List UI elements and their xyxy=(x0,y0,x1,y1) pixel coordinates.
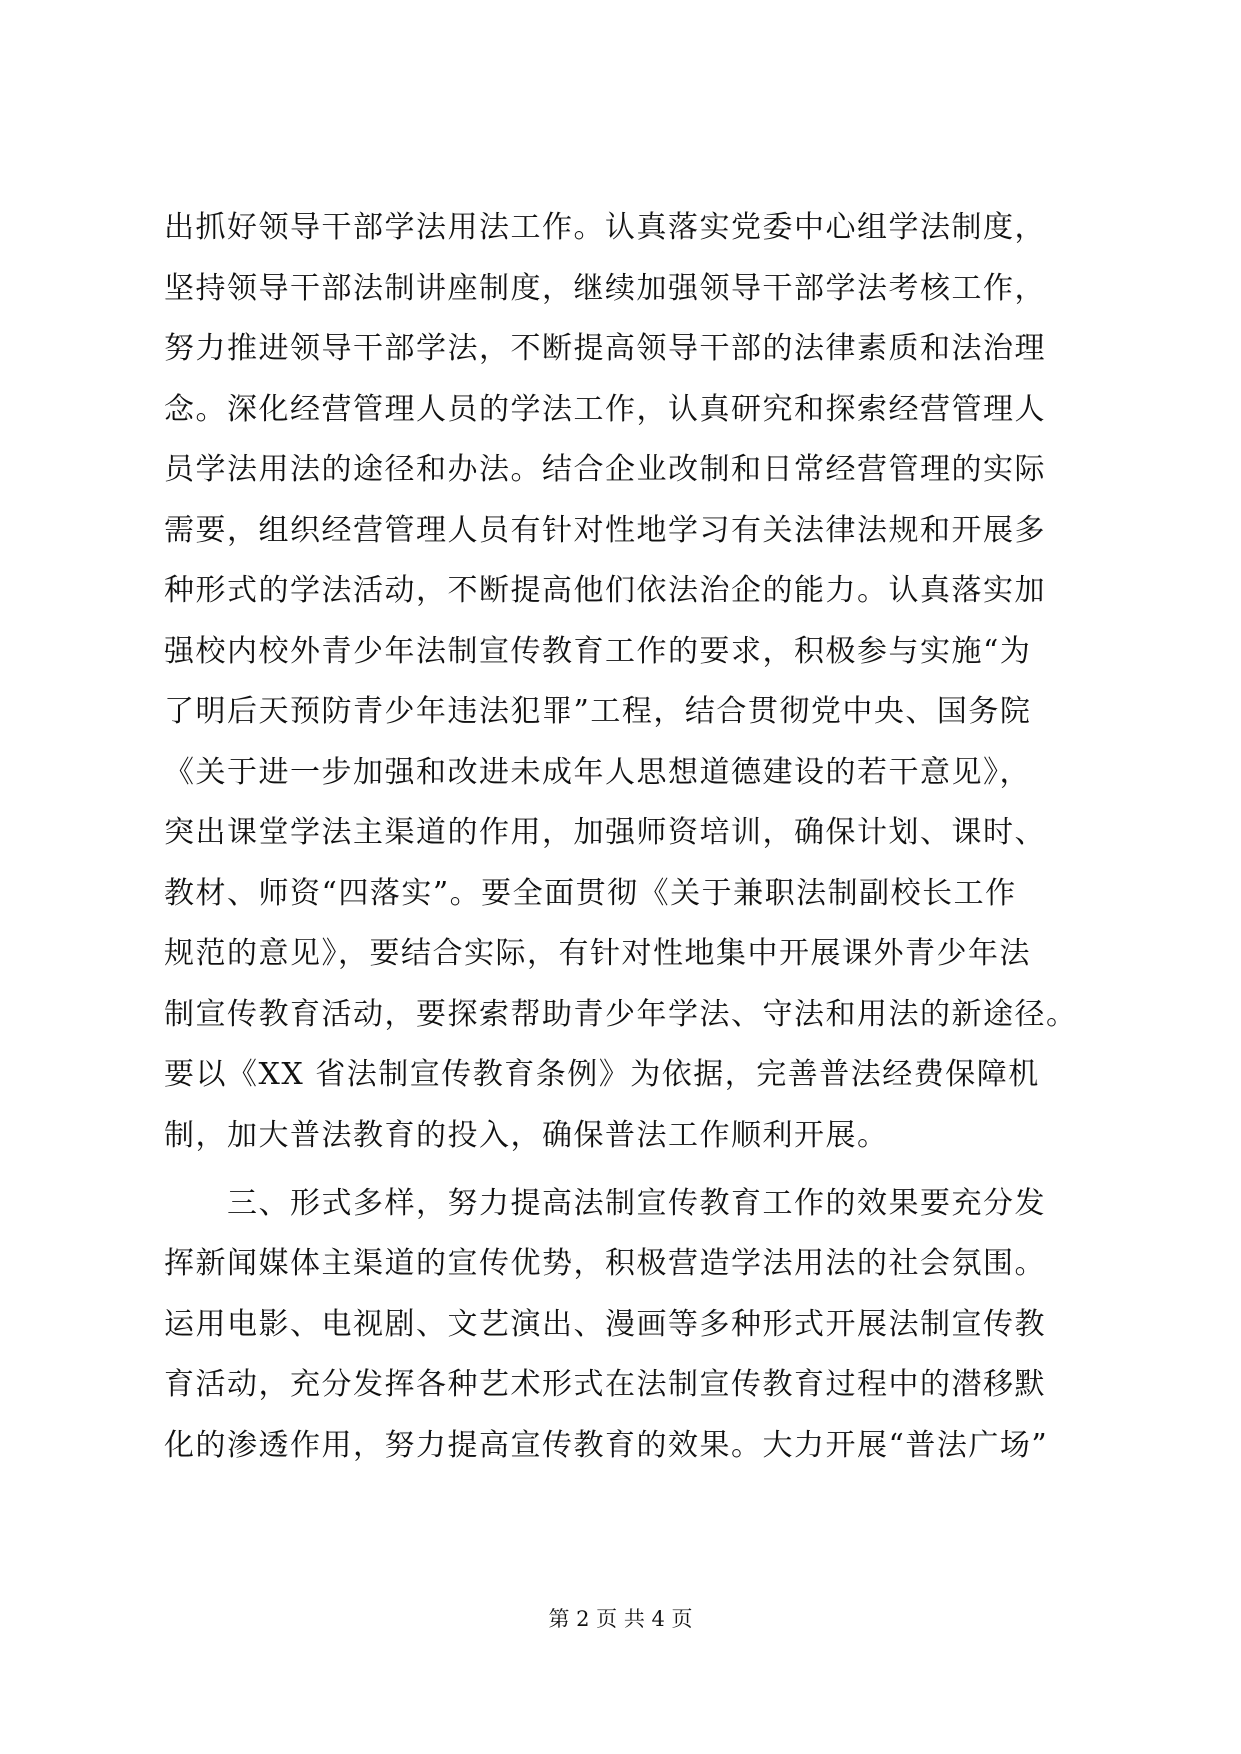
text-line: 突出课堂学法主渠道的作用，加强师资培训，确保计划、课时、 xyxy=(164,815,1046,850)
text-line: 了明后天预防青少年违法犯罪”工程，结合贯彻党中央、国务院 xyxy=(164,694,1032,729)
text-line: 需要，组织经营管理人员有针对性地学习有关法律法规和开展多 xyxy=(164,512,1046,548)
paragraph-heading-line: 三、形式多样，努力提高法制宣传教育工作的效果要充分发 xyxy=(164,1185,1046,1221)
text-line: 种形式的学法活动，不断提高他们依法治企的能力。认真落实加 xyxy=(164,573,1046,608)
text-line: 运用电影、电视剧、文艺演出、漫画等多种形式开展法制宣传教 xyxy=(164,1306,1046,1342)
text-line: 努力推进领导干部学法，不断提高领导干部的法律素质和法治理 xyxy=(164,331,1046,366)
text-line: 念。深化经营管理人员的学法工作，认真研究和探索经营管理人 xyxy=(164,391,1046,427)
text-line: 强校内校外青少年法制宣传教育工作的要求，积极参与实施“为 xyxy=(164,633,1032,669)
text-line: 教材、师资“四落实”。要全面贯彻《关于兼职法制副校长工作 xyxy=(164,875,1017,911)
text-line: 员学法用法的途径和办法。结合企业改制和日常经营管理的实际 xyxy=(164,452,1046,487)
text-line: 规范的意见》，要结合实际，有针对性地集中开展课外青少年法 xyxy=(164,936,1031,971)
text-line: 制，加大普法教育的投入，确保普法工作顺利开展。 xyxy=(164,1117,889,1153)
text-line: 制宣传教育活动，要探索帮助青少年学法、守法和用法的新途径。 xyxy=(164,996,1078,1032)
text-line: 要以《XX 省法制宣传教育条例》为依据，完善普法经费保障机 xyxy=(164,1057,1040,1092)
text-line: 坚持领导干部法制讲座制度，继续加强领导干部学法考核工作， xyxy=(164,270,1046,306)
text-line: 化的渗透作用，努力提高宣传教育的效果。大力开展“普法广场” xyxy=(164,1427,1049,1463)
text-line: 育活动，充分发挥各种艺术形式在法制宣传教育过程中的潜移默 xyxy=(164,1367,1046,1402)
text-line: 出抓好领导干部学法用法工作。认真落实党委中心组学法制度， xyxy=(164,210,1046,245)
body-text xyxy=(164,198,1084,1476)
page-footer: 第 2 页 共 4 页 xyxy=(548,1607,693,1631)
text-line: 挥新闻媒体主渠道的宣传优势，积极营造学法用法的社会氛围。 xyxy=(164,1246,1046,1281)
text-line: 《关于进一步加强和改进未成年人思想道德建设的若干意见》， xyxy=(164,754,1031,790)
